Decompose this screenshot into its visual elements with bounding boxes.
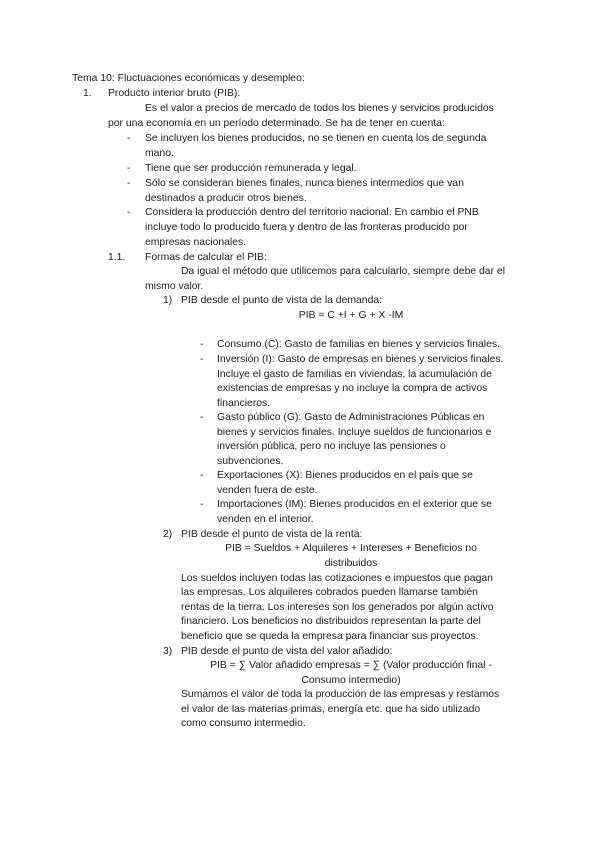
bullet-dash: - xyxy=(127,178,131,189)
component-line: venden en el interior. xyxy=(217,514,314,525)
method-3-text: como consumo intermedio. xyxy=(181,718,306,729)
component-dash: - xyxy=(200,499,204,510)
section-1-1-intro: Da igual el método que utilicemos para calcularlo, siempre debe dar el xyxy=(181,266,506,277)
method-2-text: las empresas. Los alquileres cobrados pueden llamarse también xyxy=(181,587,478,598)
section-1-number: 1. xyxy=(83,88,92,99)
section-1-1-title: Formas de calcular el PIB: xyxy=(145,252,267,263)
component-line: Inversión (I): Gasto de empresas en bienes y servicios finales. xyxy=(217,354,504,365)
component-dash: - xyxy=(200,339,204,350)
component-line: bienes y servicios finales. Incluye sueldos de funcionarios e xyxy=(217,427,492,438)
component-line: Exportaciones (X): Bienes producidos en el país que se xyxy=(217,470,473,481)
method-2-text: financiero. Los beneficios no distribuidos representan la parte del xyxy=(181,616,481,627)
component-line: inversión pública, pero no incluye las pensiones o xyxy=(217,441,446,452)
bullet-line: Sólo se consideran bienes finales, nunca bienes intermedios que van xyxy=(145,178,464,189)
bullet-line: Tiene que ser producción remunerada y legal. xyxy=(145,163,357,174)
method-3-title: PIB desde el punto de vista del valor añadido: xyxy=(181,646,393,657)
method-3-formula: PIB = ∑ Valor añadido empresas = ∑ (Valor producción final - xyxy=(210,660,492,671)
method-1-number: 1) xyxy=(163,295,173,306)
bullet-dash: - xyxy=(127,133,131,144)
bullet-dash: - xyxy=(127,207,131,218)
method-2-text: beneficio que se queda la empresa para financiar sus proyectos. xyxy=(181,631,479,642)
bullet-line: incluye todo lo producido fuera y dentro de las fronteras producido por xyxy=(145,222,468,233)
method-3-formula: Consumo intermedio) xyxy=(301,675,401,686)
bullet-line: destinados a producir otros bienes. xyxy=(145,193,307,204)
method-2-number: 2) xyxy=(163,529,173,540)
component-line: financieros. xyxy=(217,398,271,409)
section-1-1-number: 1.1. xyxy=(108,252,126,263)
component-dash: - xyxy=(200,470,204,481)
method-1-formula: PIB = C +I + G + X -IM xyxy=(298,310,404,321)
method-1-title: PIB desde el punto de vista de la demanda: xyxy=(181,295,383,306)
method-2-title: PIB desde el punto de vista de la renta: xyxy=(181,529,363,540)
method-2-formula: distribuidos xyxy=(324,558,378,569)
component-line: existencias de empresas y no incluye la compra de activos xyxy=(217,383,488,394)
component-line: subvenciones. xyxy=(217,456,284,467)
component-line: venden fuera de este. xyxy=(217,485,318,496)
method-2-text: Los sueldos incluyen todas las cotizaciones e impuestos que pagan xyxy=(181,573,493,584)
method-2-text: rentas de la tierra. Los intereses son los generados por algún activo xyxy=(181,602,494,613)
bullet-line: Se incluyen los bienes producidos, no se tienen en cuenta los de segunda xyxy=(145,133,487,144)
section-1-title: Producto interior bruto (PIB): xyxy=(108,88,241,99)
intro-line: Es el valor a precios de mercado de todos los bienes y servicios producidos xyxy=(145,103,494,114)
component-line: Importaciones (IM): Bienes producidos en el exterior que se xyxy=(217,499,492,510)
component-line: Gasto público (G): Gasto de Administraciones Públicas en xyxy=(217,412,485,423)
bullet-line: empresas nacionales. xyxy=(145,237,247,248)
component-line: Consumo (C): Gasto de familias en bienes y servicios finales. xyxy=(217,339,500,350)
component-line: Incluye el gasto de familias en viviendas, la acumulación de xyxy=(217,369,492,380)
method-3-number: 3) xyxy=(163,646,173,657)
bullet-line: Considera la producción dentro del territorio nacional. En cambio el PNB xyxy=(145,207,479,218)
section-1-1-intro: mismo valor. xyxy=(145,281,204,292)
document-title: Tema 10: Fluctuaciones económicas y desempleo: xyxy=(72,73,305,84)
component-dash: - xyxy=(200,412,204,423)
bullet-line: mano. xyxy=(145,148,174,159)
bullet-dash: - xyxy=(127,163,131,174)
component-dash: - xyxy=(200,354,204,365)
intro-line: por una economía en un período determinado. Se ha de tener en cuenta: xyxy=(108,118,445,129)
method-2-formula: PIB = Sueldos + Alquileres + Intereses + Beneficios no xyxy=(225,543,477,554)
method-3-text: Sumamos el valor de toda la producción de las empresas y restamos xyxy=(181,689,500,700)
method-3-text: el valor de las materias primas, energía etc. que ha sido utilizado xyxy=(181,704,481,715)
